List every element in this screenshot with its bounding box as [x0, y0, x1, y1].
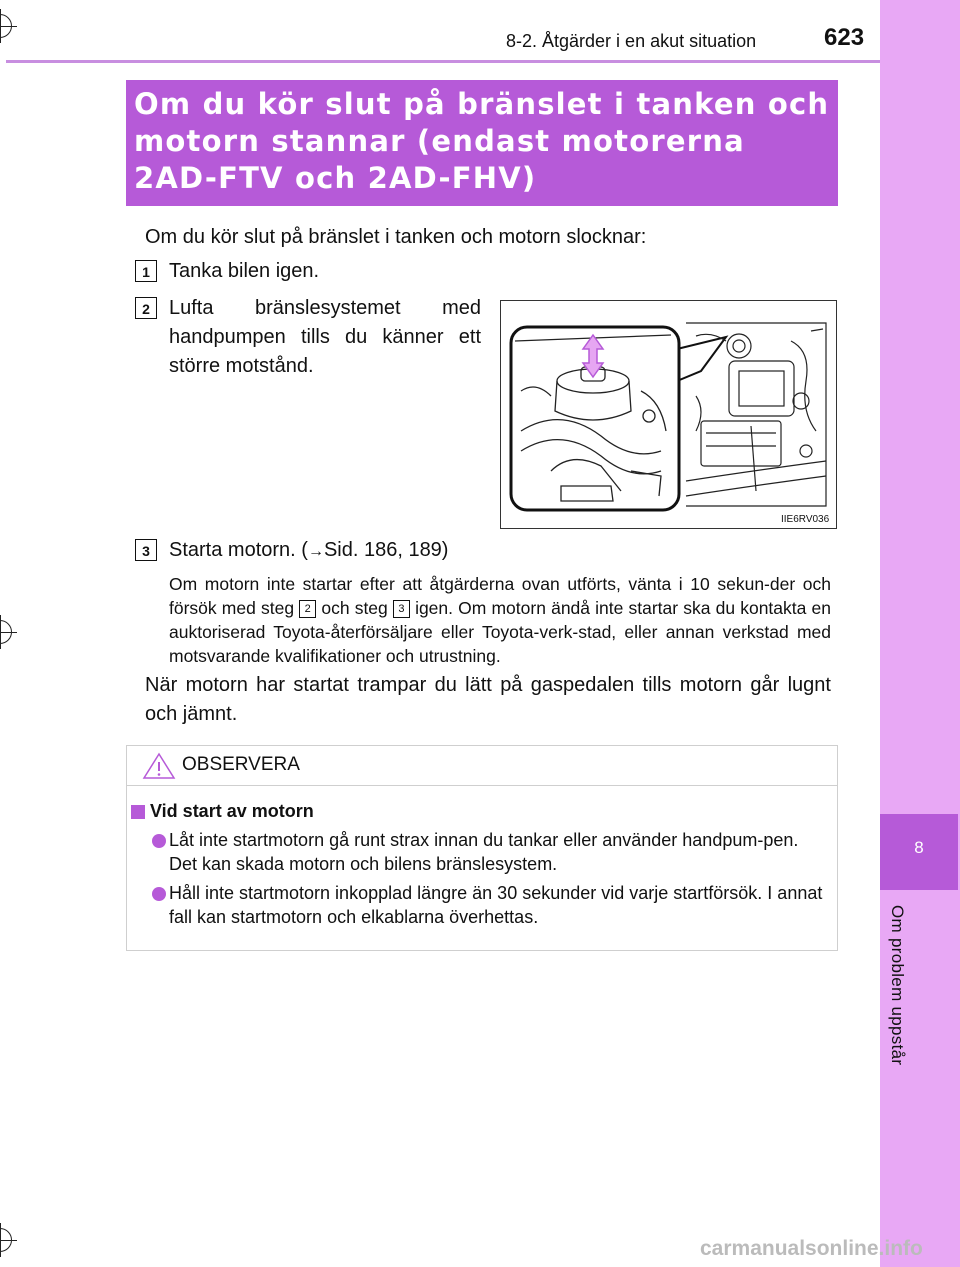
inline-step-2: 2	[299, 600, 316, 618]
step-text-3	[169, 536, 448, 566]
step-number-3: 3	[135, 539, 157, 561]
step-text-1: Tanka bilen igen.	[169, 260, 320, 282]
chapter-number: 8	[914, 838, 924, 857]
warning-heading: OBSERVERA	[182, 754, 300, 775]
title-box	[126, 80, 838, 206]
step-3-label: Starta motorn. (	[169, 539, 308, 561]
bullet-dot-icon	[152, 887, 166, 901]
page-title: Om du kör slut på bränslet i tanken och motorn stannar (endast motorerna 2AD-FTV och 2AD-FHV)	[134, 87, 830, 195]
note-paragraph	[169, 572, 831, 668]
inline-step-3: 3	[393, 600, 410, 618]
registration-mark-top-left	[0, 14, 12, 38]
engine-illustration	[500, 300, 837, 529]
note-part-1: Om motorn inte startar efter att åtgärderna ovan utförts, vänta i 10 sekun-der och försök med steg	[169, 574, 831, 618]
arrow-icon: →	[307, 543, 324, 560]
warning-triangle-icon	[142, 752, 176, 780]
step-number-1: 1	[135, 260, 157, 282]
warning-subheading: Vid start av motorn	[150, 801, 314, 821]
engine-drawing	[501, 301, 836, 528]
header-divider	[6, 60, 880, 63]
side-tab	[880, 0, 960, 1267]
registration-mark-mid-left	[0, 620, 12, 644]
step-text-2: Lufta bränslesystemet med handpumpen tills du känner ett större motstånd.	[169, 297, 481, 377]
section-header: 8-2. Åtgärder i en akut situation	[506, 31, 757, 51]
registration-mark-bottom-left	[0, 1228, 12, 1252]
square-bullet-icon	[131, 805, 145, 819]
chapter-label: Om problem uppstår	[888, 905, 907, 1066]
note-part-2: och steg	[321, 598, 388, 618]
step-number-2: 2	[135, 297, 157, 319]
page-reference-link[interactable]: Sid. 186, 189)	[323, 539, 449, 561]
bullet-dot-icon	[152, 834, 166, 848]
chapter-number-tab[interactable]	[880, 814, 958, 890]
note-part-3: igen. Om motorn ändå inte startar ska du kontakta en auktoriserad Toyota-återförsäljare eller Toyota-verk-stad, eller annan verkstad med motsvarande kvalifikationer och utrustning.	[169, 598, 831, 666]
warning-bullet-1: Låt inte startmotorn gå runt strax innan du tankar eller använder handpum-pen. Det kan skada motorn och bilens bränslesystem.	[169, 830, 799, 874]
page-number: 623	[824, 24, 865, 51]
figure-code: IIE6RV036	[781, 514, 830, 525]
warning-bullet-2: Håll inte startmotorn inkopplad längre än 30 sekunder vid varje startförsök. I annat fall kan startmotorn och elkablarna överhettas.	[169, 883, 823, 927]
intro-text: Om du kör slut på bränslet i tanken och motorn slocknar:	[145, 226, 647, 248]
watermark: carmanualsonline.info	[700, 1237, 923, 1260]
closing-paragraph: När motorn har startat trampar du lätt på gaspedalen tills motorn går lugnt och jämnt.	[145, 674, 831, 725]
